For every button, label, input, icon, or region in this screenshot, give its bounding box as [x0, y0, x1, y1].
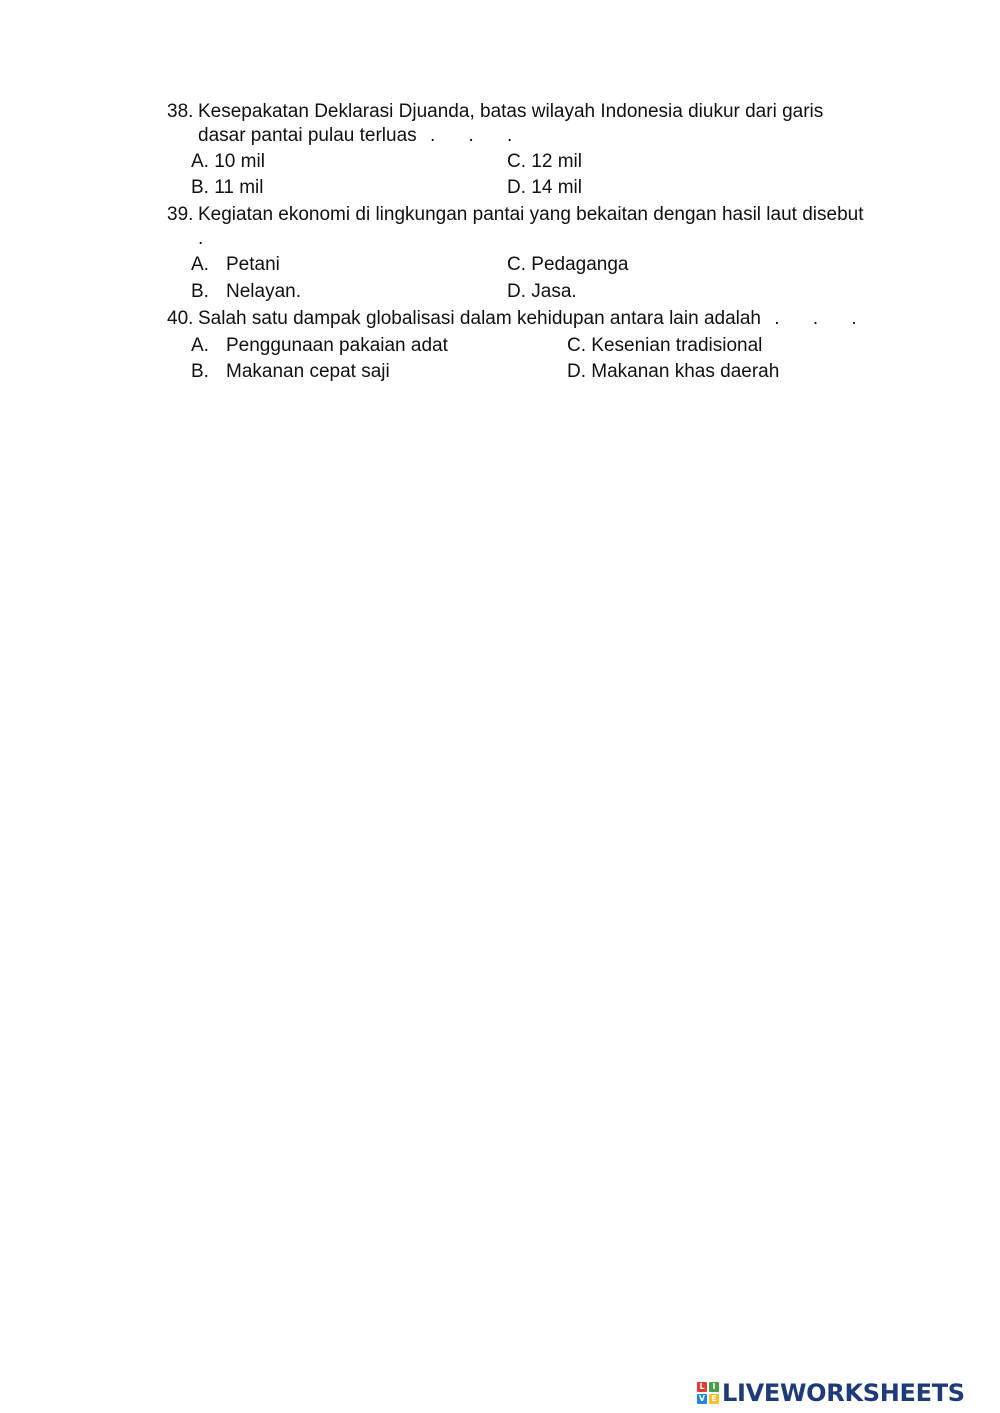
liveworksheets-logo [697, 1378, 965, 1408]
question-38-text-line2: dasar pantai pulau terluas [198, 125, 417, 146]
question-38-dots: . . . [429, 125, 527, 146]
question-40-option-c[interactable]: C. Kesenian tradisional [567, 335, 763, 356]
question-38-option-c[interactable]: C. 12 mil [507, 151, 582, 172]
question-38-option-b[interactable]: B. 11 mil [191, 177, 264, 198]
question-40-option-a[interactable]: Penggunaan pakaian adat [226, 335, 448, 356]
question-40-dots: . . . [774, 308, 871, 329]
question-39-option-d[interactable]: D. Jasa. [507, 281, 577, 302]
question-39-option-b[interactable]: Nelayan. [226, 281, 301, 302]
logo-tile-v: V [698, 1394, 706, 1403]
question-38-text: Kesepakatan Deklarasi Djuanda, batas wilayah Indonesia diukur dari garis [198, 101, 824, 122]
logo-tile-l: L [697, 1382, 707, 1392]
question-39-option-b-letter[interactable]: B. [191, 281, 209, 302]
question-number-38: 38. [167, 101, 194, 122]
logo-tile-i: I [709, 1382, 719, 1392]
question-40-text [198, 308, 871, 330]
question-39-option-c[interactable]: C. Pedaganga [507, 254, 629, 275]
question-number-40: 40. [167, 308, 194, 329]
question-40-option-b-letter[interactable]: B. [191, 361, 209, 382]
question-40-option-a-letter[interactable]: A. [191, 335, 209, 356]
question-39-option-a-letter[interactable]: A. [191, 254, 209, 275]
question-38-option-d[interactable]: D. 14 mil [507, 177, 582, 198]
question-40-option-b[interactable]: Makanan cepat saji [226, 361, 390, 382]
question-38-text-continued [198, 125, 526, 147]
logo-wordmark: LIVEWORKSHEETS [722, 1379, 965, 1407]
question-40-option-d[interactable]: D. Makanan khas daerah [567, 361, 780, 382]
question-39-option-a[interactable]: Petani [226, 254, 280, 275]
question-38-option-a[interactable]: A. 10 mil [191, 151, 265, 172]
logo-tile-e: E [709, 1394, 719, 1404]
question-number-39: 39. [167, 204, 194, 225]
question-40-text-line1: Salah satu dampak globalisasi dalam kehidupan antara lain adalah [198, 308, 761, 329]
question-39-text-continued: . [198, 228, 204, 249]
question-39-text: Kegiatan ekonomi di lingkungan pantai yang bekaitan dengan hasil laut disebut [198, 204, 864, 225]
logo-grid-icon [697, 1382, 719, 1404]
